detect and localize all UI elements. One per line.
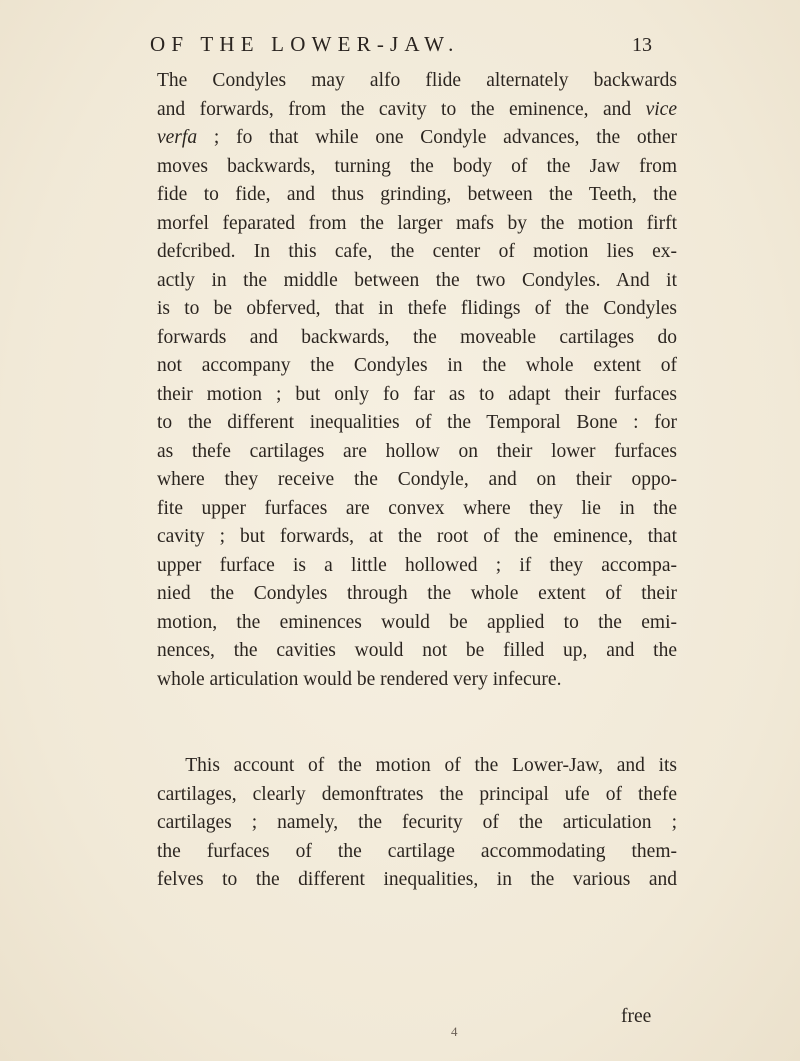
- text-line: nied the Condyles through the whole extent of their: [157, 583, 677, 604]
- signature-mark: 4: [451, 1024, 458, 1039]
- text-line: upper furface is a little hollowed ; if they accompa-: [157, 554, 677, 576]
- text-line: This account of the motion of the Lower-Jaw, and its: [185, 755, 677, 776]
- text-line: whole articulation would be rendered very infecure.: [157, 668, 562, 690]
- text-line: to the different inequalities of the Temporal Bone : for: [157, 412, 677, 433]
- text-line: motion, the eminences would be applied to the emi-: [157, 611, 677, 633]
- text-line: fite upper furfaces are convex where they lie in the: [157, 497, 677, 519]
- text-line: cartilages, clearly demonftrates the principal ufe of thefe: [157, 783, 677, 805]
- running-head: OF THE LOWER-JAW.: [150, 32, 460, 56]
- text-line: actly in the middle between the two Condyles. And it: [157, 269, 677, 291]
- text-line: where they receive the Condyle, and on their oppo-: [157, 469, 677, 490]
- text-line: as thefe cartilages are hollow on their lower furfaces: [157, 440, 677, 462]
- text-line: and forwards, from the cavity to the eminence, and vice: [157, 98, 677, 120]
- text-line: defcribed. In this cafe, the center of motion lies ex-: [157, 241, 677, 262]
- text-line: cartilages ; namely, the fecurity of the articulation ;: [157, 812, 677, 833]
- text-line: cavity ; but forwards, at the root of the eminence, that: [157, 526, 677, 547]
- paragraph-1: [157, 67, 677, 694]
- text-line: not accompany the Condyles in the whole extent of: [157, 355, 677, 376]
- text-line: moves backwards, turning the body of the Jaw from: [157, 155, 677, 177]
- text-line: forwards and backwards, the moveable cartilages do: [157, 326, 677, 348]
- text-line: the furfaces of the cartilage accommodating them-: [157, 840, 677, 862]
- page-number: 13: [632, 34, 652, 56]
- text-line: The Condyles may alfo flide alternately backwards: [157, 70, 677, 91]
- text-line: their motion ; but only fo far as to adapt their furfaces: [157, 383, 677, 405]
- catchword: free: [621, 1006, 652, 1027]
- text-line: nences, the cavities would not be filled up, and the: [157, 640, 677, 661]
- text-line: fide to fide, and thus grinding, between the Teeth, the: [157, 184, 677, 205]
- text-line: is to be obferved, that in thefe flidings of the Condyles: [157, 298, 677, 319]
- paragraph-2: [157, 752, 677, 895]
- text-line: morfel feparated from the larger mafs by the motion firft: [157, 212, 677, 234]
- text-line: verfa ; fo that while one Condyle advances, the other: [157, 127, 677, 148]
- text-line: felves to the different inequalities, in the various and: [157, 869, 677, 890]
